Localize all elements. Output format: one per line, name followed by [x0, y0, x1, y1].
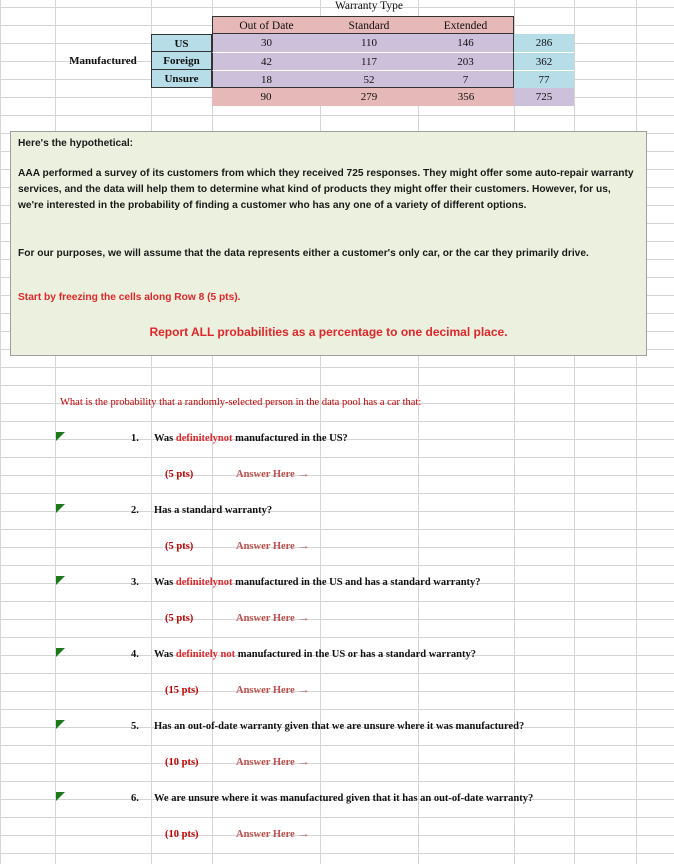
panel-paragraph-2: For our purposes, we will assume that the data represents either a customer's only car, or the car they primarily drive.: [18, 248, 589, 259]
table-cell: 18: [212, 70, 320, 88]
row-total: 362: [514, 52, 574, 70]
question-text-pre: Has an out-of-date warranty given that we are unsure where it was manufactured?: [154, 721, 525, 732]
question-text-pre: Was: [154, 649, 176, 660]
column-total: 279: [320, 88, 418, 106]
table-cell: 146: [418, 34, 514, 52]
question-text: [154, 649, 476, 660]
question-number: 2.: [131, 505, 139, 516]
question-prompt: What is the probability that a randomly-selected person in the data pool has a car that:: [60, 397, 422, 408]
col-header-out-of-date: Out of Date: [212, 16, 320, 34]
arrow-right-icon: →: [298, 613, 310, 624]
question-points: (5 pts): [165, 613, 194, 624]
question-number: 5.: [131, 721, 139, 732]
question-text: [154, 505, 272, 516]
row-total: 77: [514, 70, 574, 88]
question-text-pre: Has a standard warranty?: [154, 505, 273, 516]
table-cell: 110: [320, 34, 418, 52]
col-header-standard: Standard: [320, 16, 418, 34]
arrow-right-icon: →: [298, 685, 310, 696]
freeze-note: Start by freezing the cells along Row 8 (5 pts).: [18, 292, 241, 303]
question-points: (15 pts): [165, 685, 199, 696]
report-note: Report ALL probabilities as a percentage to one decimal place.: [149, 325, 508, 339]
answer-cell[interactable]: [236, 469, 309, 480]
question-number: 1.: [131, 433, 139, 444]
question-text-pre: Was: [154, 433, 176, 444]
cell-comment-indicator-icon: [56, 792, 65, 801]
question-points: (10 pts): [165, 757, 199, 768]
question-text-post: manufactured in the US or has a standard warranty?: [235, 649, 476, 660]
row-label-foreign: Foreign: [151, 52, 212, 70]
answer-cell[interactable]: [236, 541, 309, 552]
cell-comment-indicator-icon: [56, 576, 65, 585]
question-text: [154, 721, 524, 732]
arrow-right-icon: →: [298, 829, 310, 840]
table-cell: 7: [418, 70, 514, 88]
answer-cell[interactable]: [236, 613, 309, 624]
cell-comment-indicator-icon: [56, 504, 65, 513]
question-text-emphasis: definitelynot: [175, 433, 233, 444]
arrow-right-icon: →: [298, 757, 310, 768]
question-number: 4.: [131, 649, 139, 660]
table-cell: 203: [418, 52, 514, 70]
row-label-us: US: [151, 34, 212, 52]
question-text-post: manufactured in the US?: [232, 433, 348, 444]
question-points: (5 pts): [165, 469, 194, 480]
row-group-label: Manufactured: [69, 55, 137, 67]
table-cell: 117: [320, 52, 418, 70]
column-total: 90: [212, 88, 320, 106]
question-text: [154, 793, 533, 804]
panel-paragraph-1: AAA performed a survey of its customers from which they received 725 responses. They might offer some auto-repair warranty services, and the data will help them to determine what kind of products they might offer their customers. However, for us, we're interested in the probability of finding a customer who has any one of a variety of different options.: [18, 168, 634, 211]
answer-label: Answer Here: [236, 685, 295, 696]
row-label-unsure: Unsure: [151, 70, 212, 88]
answer-label: Answer Here: [236, 757, 295, 768]
cell-comment-indicator-icon: [56, 720, 65, 729]
question-number: 6.: [131, 793, 139, 804]
question-text: [154, 577, 481, 588]
answer-label: Answer Here: [236, 613, 295, 624]
question-text-pre: Was: [154, 577, 176, 588]
column-total: 356: [418, 88, 514, 106]
answer-cell[interactable]: [236, 757, 309, 768]
table-cell: 42: [212, 52, 320, 70]
answer-cell[interactable]: [236, 829, 309, 840]
arrow-right-icon: →: [298, 541, 310, 552]
question-text-post: manufactured in the US and has a standard warranty?: [232, 577, 481, 588]
table-cell: 52: [320, 70, 418, 88]
question-text-emphasis: definitelynot: [175, 577, 233, 588]
row-total: 286: [514, 34, 574, 52]
cell-comment-indicator-icon: [56, 432, 65, 441]
question-text: [154, 433, 348, 444]
table-cell: 30: [212, 34, 320, 52]
answer-cell[interactable]: [236, 685, 309, 696]
question-text-emphasis: definitely not: [175, 649, 236, 660]
hypothetical-panel: [10, 131, 647, 356]
grand-total: 725: [514, 88, 574, 106]
answer-label: Answer Here: [236, 541, 295, 552]
col-header-extended: Extended: [418, 16, 514, 34]
answer-label: Answer Here: [236, 829, 295, 840]
question-points: (5 pts): [165, 541, 194, 552]
panel-heading: Here's the hypothetical:: [18, 138, 134, 149]
cell-comment-indicator-icon: [56, 648, 65, 657]
arrow-right-icon: →: [298, 469, 310, 480]
answer-label: Answer Here: [236, 469, 295, 480]
question-number: 3.: [131, 577, 139, 588]
question-text-pre: We are unsure where it was manufactured given that it has an out-of-date warranty?: [154, 793, 534, 804]
question-points: (10 pts): [165, 829, 199, 840]
warranty-type-header: Warranty Type: [335, 0, 403, 12]
